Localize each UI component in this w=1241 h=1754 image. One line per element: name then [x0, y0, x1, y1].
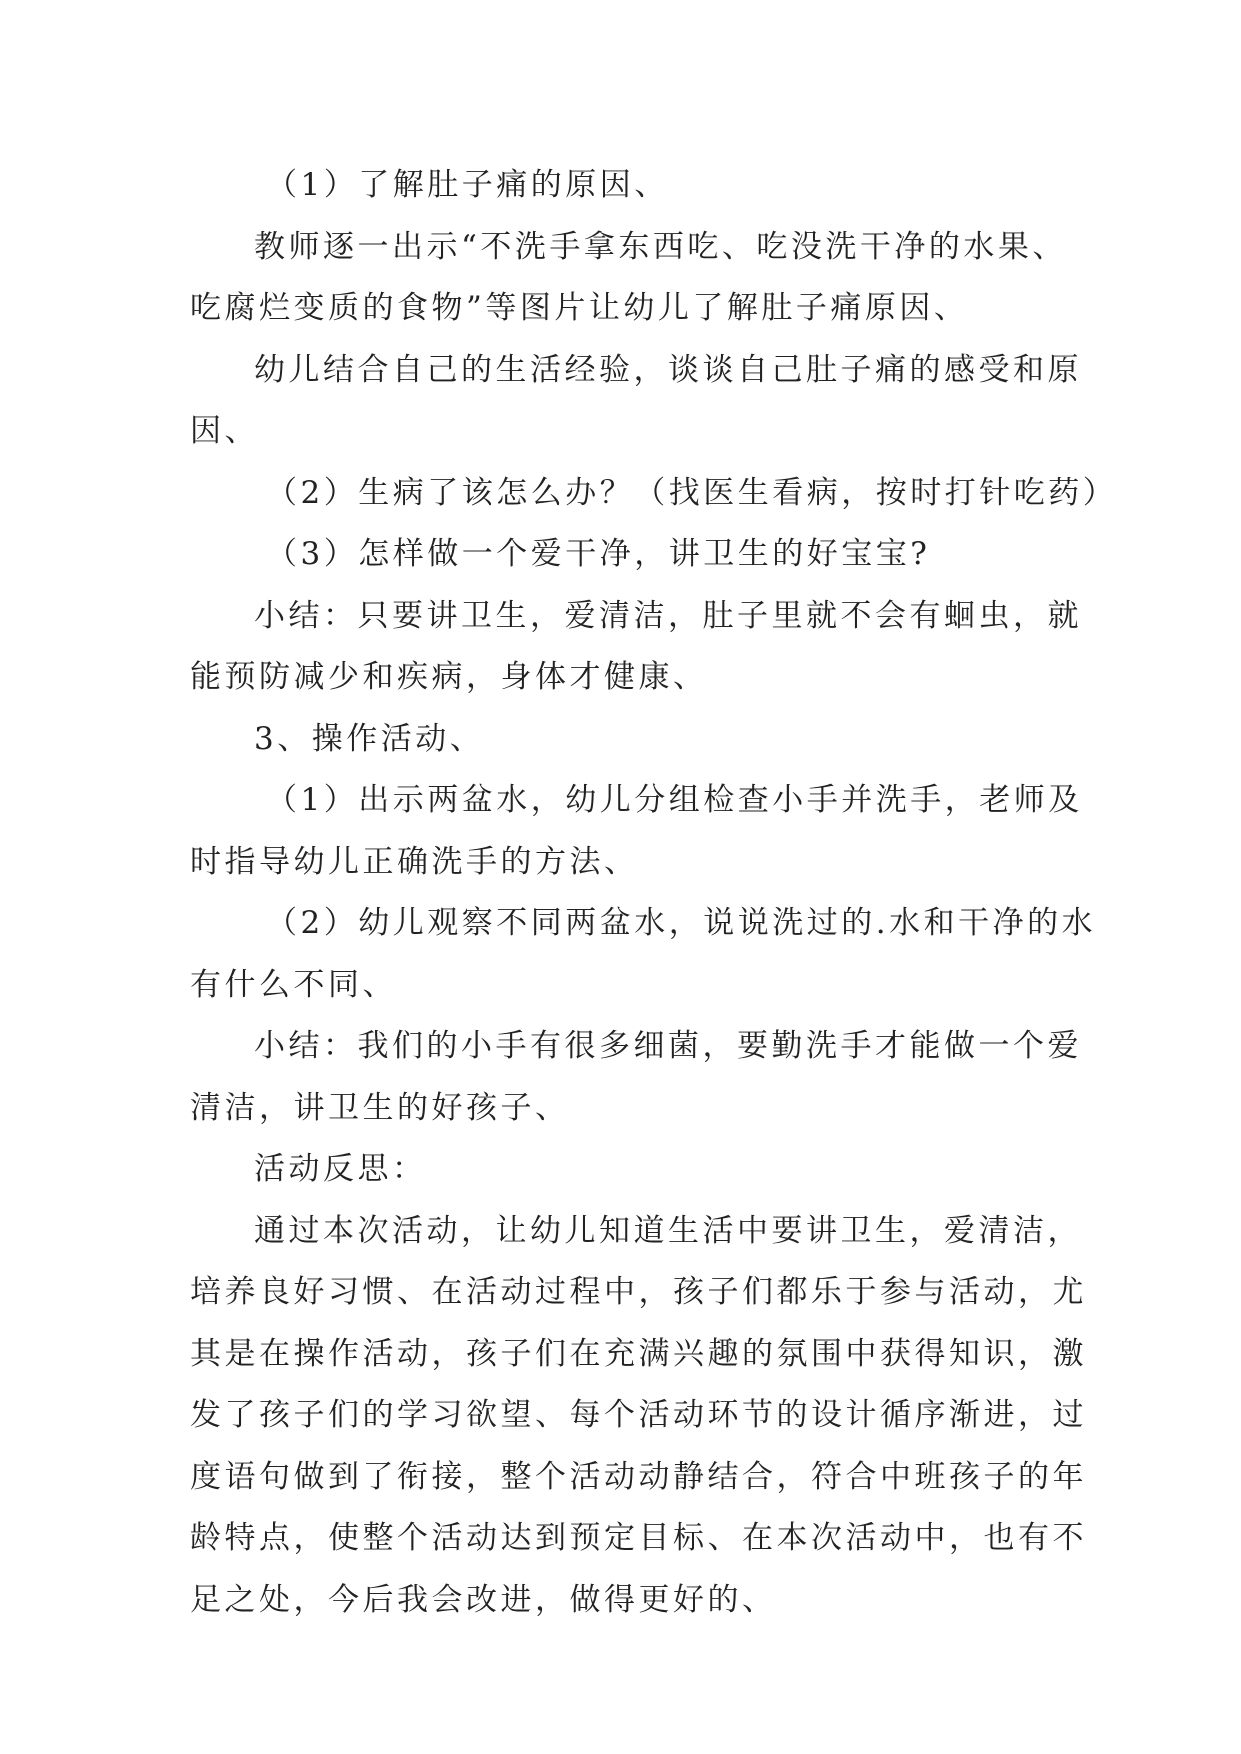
body-text	[190, 155, 1118, 1631]
text-line: 足之处，今后我会改进，做得更好的、	[190, 1581, 777, 1618]
text-line: 培养良好习惯、在活动过程中，孩子们都乐于参与活动，尤	[190, 1274, 1087, 1310]
text-line: （2）生病了该怎么办？（找医生看病，按时打针吃药）	[266, 474, 1118, 511]
text-line: 能预防减少和疾病，身体才健康、	[190, 659, 708, 695]
text-line: 3、操作活动、	[254, 720, 485, 757]
text-line: 幼儿结合自己的生活经验，谈谈自己肚子痛的感受和原	[254, 351, 1082, 388]
text-line: 通过本次活动，让幼儿知道生活中要讲卫生，爱清洁，	[254, 1212, 1082, 1249]
text-line: 度语句做到了衔接，整个活动动静结合，符合中班孩子的年	[190, 1458, 1087, 1495]
text-line: 因、	[190, 413, 259, 449]
text-line: 发了孩子们的学习欲望、每个活动环节的设计循序渐进，过	[190, 1397, 1087, 1433]
text-line: 教师逐一出示“不洗手拿东西吃、吃没洗干净的水果、	[254, 228, 1067, 265]
text-line: 有什么不同、	[190, 966, 397, 1003]
text-line: （1）出示两盆水，幼儿分组检查小手并洗手，老师及	[266, 782, 1083, 818]
text-line: （1）了解肚子痛的原因、	[266, 167, 669, 203]
text-line: （3）怎样做一个爱干净，讲卫生的好宝宝?	[266, 536, 931, 572]
text-line: 活动反思：	[254, 1151, 427, 1187]
text-line: 小结：只要讲卫生，爱清洁，肚子里就不会有蛔虫，就	[254, 597, 1082, 634]
text-line: 清洁，讲卫生的好孩子、	[190, 1089, 570, 1126]
text-line: 其是在操作活动，孩子们在充满兴趣的氛围中获得知识，激	[190, 1335, 1087, 1372]
text-line: 时指导幼儿正确洗手的方法、	[190, 843, 639, 880]
text-line: （2）幼儿观察不同两盆水，说说洗过的.水和干净的水	[266, 905, 1097, 941]
text-line: 龄特点，使整个活动达到预定目标、在本次活动中，也有不	[190, 1520, 1087, 1556]
text-line: 吃腐烂变质的食物”等图片让幼儿了解肚子痛原因、	[190, 290, 969, 326]
text-line: 小结：我们的小手有很多细菌，要勤洗手才能做一个爱	[254, 1028, 1082, 1064]
